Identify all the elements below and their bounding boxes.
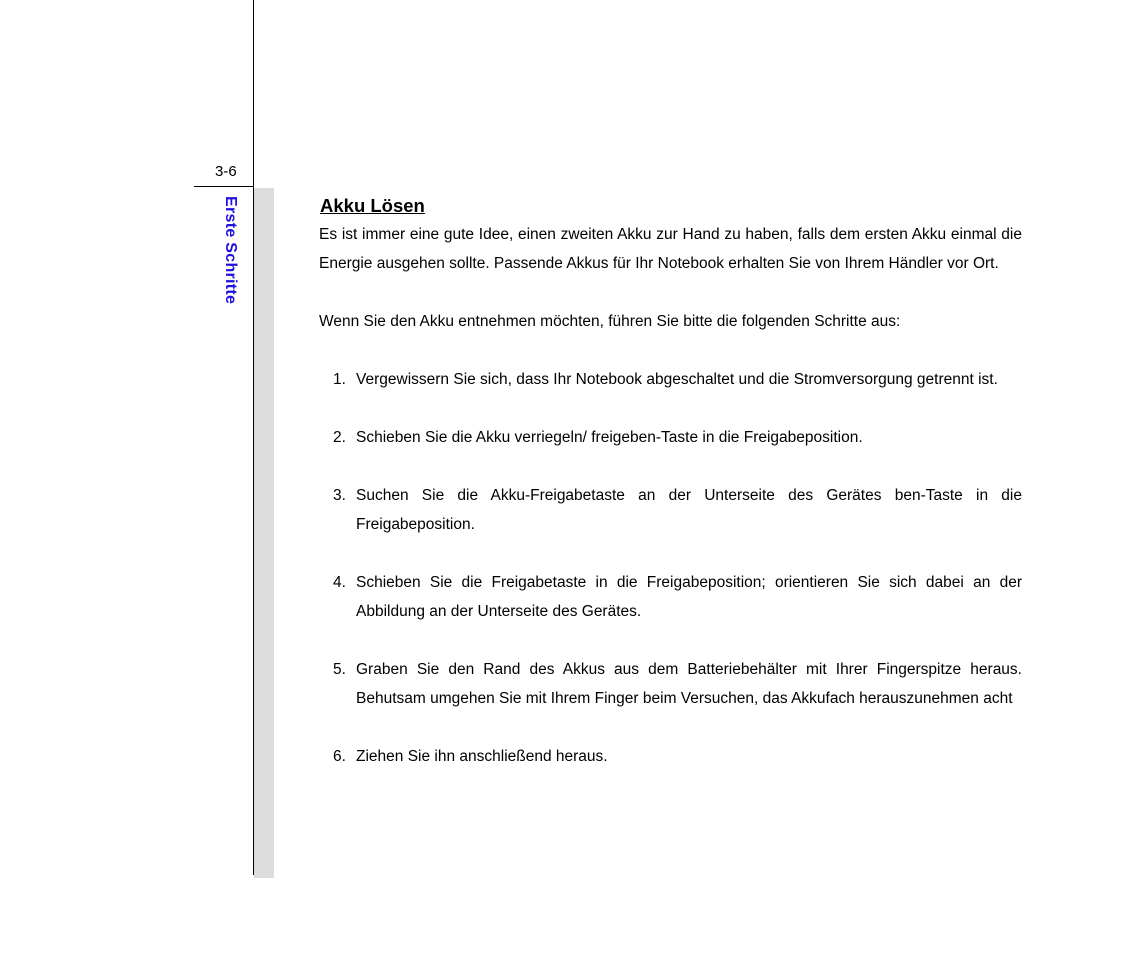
section-heading: Akku Lösen <box>320 195 425 216</box>
step-number: 2. <box>333 429 346 446</box>
list-item <box>319 423 1022 452</box>
list-item <box>319 481 1022 539</box>
step-text: Schieben Sie die Akku verriegeln/ freigeben-Taste in die Freigabeposition. <box>356 429 863 446</box>
step-text: Suchen Sie die Akku-Freigabetaste an der Unterseite des Gerätes ben-Taste in die Freigabeposition. <box>356 487 1022 533</box>
steps-intro: Wenn Sie den Akku entnehmen möchten, führen Sie bitte die folgenden Schritte aus: <box>319 313 901 330</box>
step-number: 5. <box>333 661 346 678</box>
main-content <box>319 194 1022 771</box>
page-number-rule <box>194 186 254 187</box>
list-item <box>319 568 1022 626</box>
intro-paragraph: Es ist immer eine gute Idee, einen zweiten Akku zur Hand zu haben, falls dem ersten Akku einmal die Energie ausgehen sollte. Passende Akkus für Ihr Notebook erhalten Sie von Ihrem Händler vor Ort. <box>319 226 1022 272</box>
list-item <box>319 365 1022 394</box>
list-item <box>319 742 1022 771</box>
chapter-title: Erste Schritte <box>222 196 239 305</box>
page-number: 3-6 <box>215 163 237 180</box>
step-number: 4. <box>333 574 346 591</box>
list-item <box>319 655 1022 713</box>
step-text: Schieben Sie die Freigabetaste in die Freigabeposition; orientieren Sie sich dabei an der Abbildung an der Unterseite des Gerätes. <box>356 574 1022 620</box>
sidebar-gray-bar <box>254 188 274 878</box>
step-number: 3. <box>333 487 346 504</box>
step-text: Graben Sie den Rand des Akkus aus dem Batteriebehälter mit Ihrer Fingerspitze heraus. Behutsam umgehen Sie mit Ihrem Finger beim Versuchen, das Akkufach herauszunehmen acht <box>356 661 1022 707</box>
step-number: 1. <box>333 371 346 388</box>
step-text: Ziehen Sie ihn anschließend heraus. <box>356 748 608 765</box>
steps-list <box>319 365 1022 771</box>
step-number: 6. <box>333 748 346 765</box>
step-text: Vergewissern Sie sich, dass Ihr Notebook abgeschaltet und die Stromversorgung getrennt ist. <box>356 371 998 388</box>
